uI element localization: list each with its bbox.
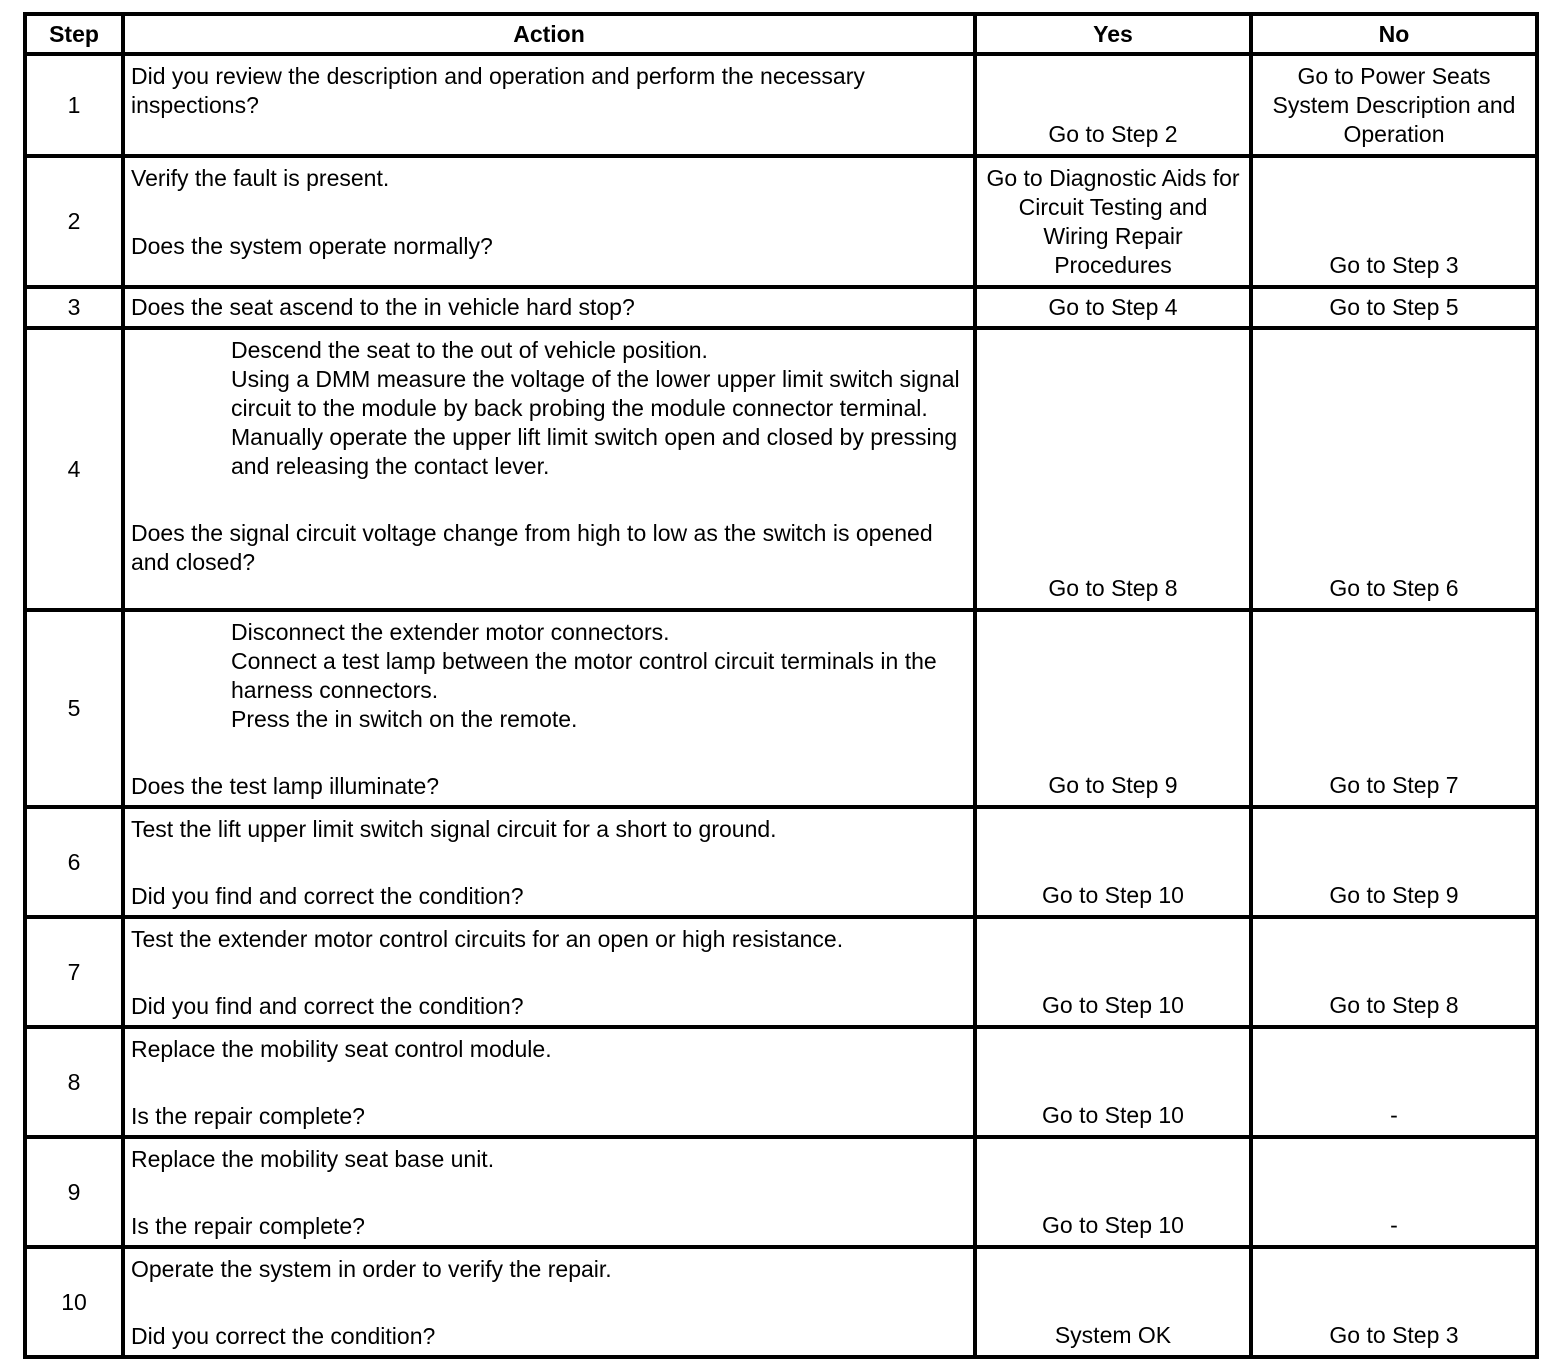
table-row [25, 917, 1537, 1027]
step-number: 3 [25, 287, 123, 328]
action-text: Did you review the description and operation and perform the necessary inspections? [131, 63, 865, 118]
no-cell: Go to Step 8 [1251, 917, 1537, 1027]
action-question: Did you find and correct the condition? [131, 993, 524, 1019]
table-row [25, 1027, 1537, 1137]
step-number: 4 [25, 328, 123, 610]
table-row [25, 807, 1537, 917]
step-number: 6 [25, 807, 123, 917]
step-number: 7 [25, 917, 123, 1027]
step-number: 5 [25, 610, 123, 807]
action-cell [123, 1247, 975, 1357]
action-question: Does the signal circuit voltage change from high to low as the switch is opened and closed? [131, 520, 933, 575]
table-row [25, 156, 1537, 287]
yes-cell: Go to Step 10 [975, 1027, 1251, 1137]
yes-cell: Go to Step 10 [975, 917, 1251, 1027]
yes-cell: Go to Step 2 [975, 54, 1251, 156]
yes-cell: System OK [975, 1247, 1251, 1357]
action-question: Did you correct the condition? [131, 1323, 436, 1349]
table-row [25, 328, 1537, 610]
action-text: Does the seat ascend to the in vehicle hard stop? [131, 294, 635, 320]
step-number: 8 [25, 1027, 123, 1137]
action-cell [123, 156, 975, 287]
step-number: 2 [25, 156, 123, 287]
header-row [25, 14, 1537, 54]
no-cell: Go to Step 6 [1251, 328, 1537, 610]
header-no: No [1251, 14, 1537, 54]
yes-cell: Go to Step 4 [975, 287, 1251, 328]
no-cell: Go to Step 3 [1251, 156, 1537, 287]
step-number: 1 [25, 54, 123, 156]
table-row [25, 1137, 1537, 1247]
header-action: Action [123, 14, 975, 54]
action-substep: Manually operate the upper lift limit switch open and closed by pressing and releasing the contact lever. [231, 424, 958, 479]
no-cell: Go to Step 3 [1251, 1247, 1537, 1357]
action-text: Test the extender motor control circuits for an open or high resistance. [131, 926, 844, 952]
no-cell: Go to Step 7 [1251, 610, 1537, 807]
yes-cell: Go to Step 9 [975, 610, 1251, 807]
action-question: Does the test lamp illuminate? [131, 773, 440, 799]
no-cell: - [1251, 1137, 1537, 1247]
no-cell: Go to Power Seats System Description and Operation [1251, 54, 1537, 156]
action-cell [123, 807, 975, 917]
table-row [25, 287, 1537, 328]
yes-cell: Go to Diagnostic Aids for Circuit Testing and Wiring Repair Procedures [975, 156, 1251, 287]
header-step: Step [25, 14, 123, 54]
header-yes: Yes [975, 14, 1251, 54]
action-substep: Disconnect the extender motor connectors. [231, 619, 670, 645]
no-cell: Go to Step 9 [1251, 807, 1537, 917]
action-cell [123, 1027, 975, 1137]
yes-cell: Go to Step 8 [975, 328, 1251, 610]
diagnostic-table [23, 12, 1539, 1359]
action-cell [123, 610, 975, 807]
action-substep: Press the in switch on the remote. [231, 706, 578, 732]
step-number: 9 [25, 1137, 123, 1247]
table-row [25, 610, 1537, 807]
action-question: Is the repair complete? [131, 1213, 365, 1239]
action-text: Replace the mobility seat control module. [131, 1036, 552, 1062]
yes-cell: Go to Step 10 [975, 1137, 1251, 1247]
action-cell [123, 54, 975, 156]
action-question: Did you find and correct the condition? [131, 883, 524, 909]
action-substep: Connect a test lamp between the motor control circuit terminals in the harness connectors. [231, 648, 937, 703]
table-row [25, 54, 1537, 156]
action-text: Operate the system in order to verify the repair. [131, 1256, 612, 1282]
action-cell [123, 287, 975, 328]
step-number: 10 [25, 1247, 123, 1357]
action-substep: Descend the seat to the out of vehicle position. [231, 337, 708, 363]
action-question: Is the repair complete? [131, 1103, 365, 1129]
action-substep: Using a DMM measure the voltage of the lower upper limit switch signal circuit to the module by back probing the module connector terminal. [231, 366, 960, 421]
table-row [25, 1247, 1537, 1357]
action-cell [123, 917, 975, 1027]
action-cell [123, 328, 975, 610]
action-text: Replace the mobility seat base unit. [131, 1146, 495, 1172]
no-cell: Go to Step 5 [1251, 287, 1537, 328]
yes-cell: Go to Step 10 [975, 807, 1251, 917]
action-cell [123, 1137, 975, 1247]
action-question: Does the system operate normally? [131, 233, 493, 259]
action-text: Test the lift upper limit switch signal circuit for a short to ground. [131, 816, 777, 842]
no-cell: - [1251, 1027, 1537, 1137]
action-text: Verify the fault is present. [131, 165, 390, 191]
